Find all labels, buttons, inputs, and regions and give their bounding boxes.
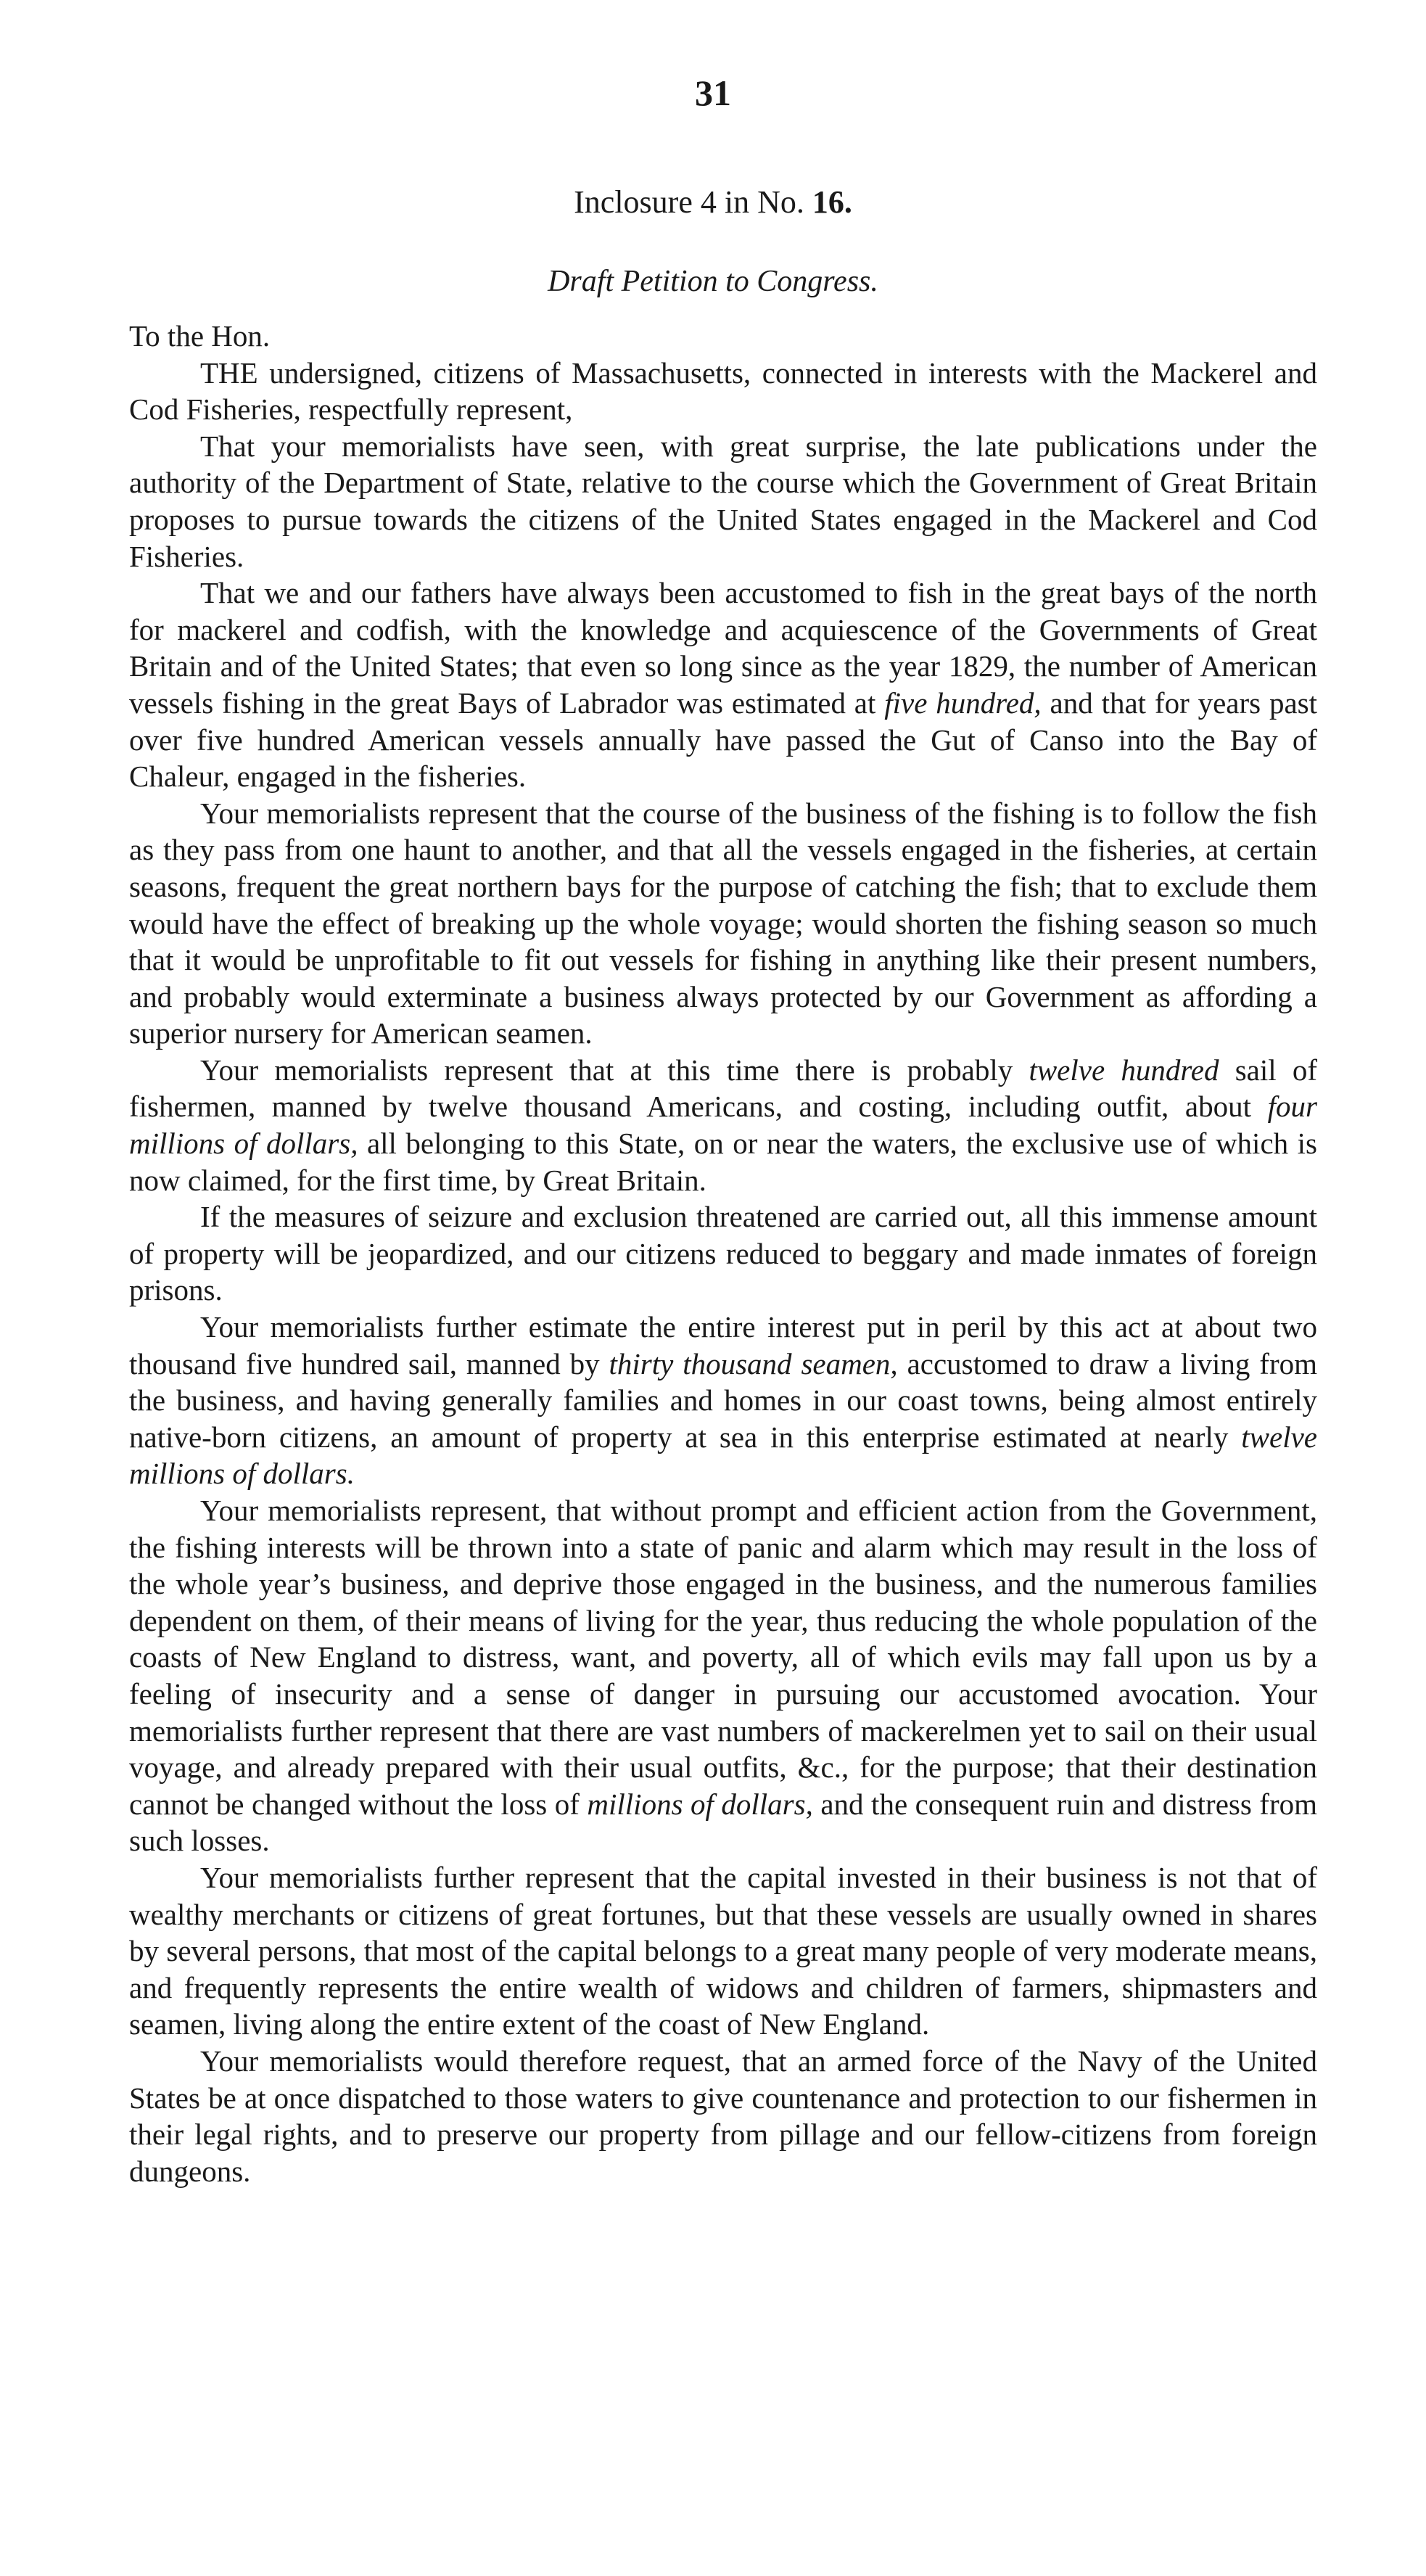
emphasis-text: twelve millions of dollars. [129,1420,1317,1491]
paragraph-9: Your memorialists further represent that the capital invested in their business is not that of wealthy merchants or citizens of great fortunes, but that these vessels are usually owned in shares by several persons, that most of the capital belongs to a great many people of very moderate means, and frequently represents the entire wealth of widows and children of farmers, shipmasters and seamen, living along the entire extent of the coast of New England. [129,1860,1317,2041]
paragraph-6: If the measures of seizure and exclusion threatened are carried out, all this immense amount of property will be jeopardized, and our citizens reduced to beggary and made inmates of foreign prisons. [129,1200,1317,1307]
emphasis-text: thirty thousand seamen, [609,1346,898,1380]
emphasis-text: millions of dollars, [587,1787,813,1821]
paragraph-text: Your memorialists further estimate the entire interest put in peril by this act at about two thousand five hundred sail, manned by [129,1310,1317,1380]
petition-body [129,318,1317,2189]
paragraph-7 [129,1309,1317,1492]
petition-title: Draft Petition to Congress. [548,265,878,298]
emphasis-text: twelve hundred [1029,1053,1219,1087]
emphasis-text: four millions of dollars, [129,1090,1317,1161]
paragraph-10: Your memorialists would therefore request, that an armed force of the Navy of the United States be at once dispatched to those waters to give countenance and protection to our fishermen in their legal rights, and to preserve our property from pillage and our fellow-citizens from foreign dungeons. [129,2044,1317,2188]
paragraph-text: and the consequent ruin and distress from such losses. [129,1787,1318,1858]
paragraph-2: That your memorialists have seen, with great surprise, the late publications under the authority of the Department of State, relative to the course which the Government of Great Britain proposes to pursue towards the citizens of the United States engaged in the Mackerel and Cod Fisheries. [129,429,1317,573]
emphasis-text: five hundred, [884,686,1042,720]
paragraph-text: all belonging to this State, on or near the waters, the exclusive use of which is now claimed, for the first time, by Great Britain. [129,1127,1317,1197]
page-number: 31 [695,73,731,113]
paragraph-1 [129,355,1317,428]
inclosure-heading [0,183,1426,222]
inclosure-number: 16. [812,184,852,220]
paragraph-4: Your memorialists represent that the course of the business of the fishing is to follow the fish as they pass from one haunt to another, and that all the vessels engaged in the fisheries, at certain seasons, frequent the great northern bays for the purpose of catching the fish; that to exclude them would have the effect of breaking up the whole voyage; would shorten the fishing season so much that it would be unprofitable to fit out vessels for fishing in anything like their present numbers, and probably would exterminate a business always protected by our Government as affording a superior nursery for American seamen. [129,796,1317,1050]
paragraph-5 [129,1052,1317,1198]
paragraph-text: undersigned, citizens of Massachusetts, connected in interests with the Mackerel and Cod Fisheries, respectfully represent, [129,355,1317,427]
inclosure-label: Inclosure 4 in No. [574,184,804,220]
paragraph-text: accustomed to draw a living from the business, and having generally families and homes in our coast towns, being almost entirely native-born citizens, an amount of property at sea in this enterprise estimated at nearly [129,1346,1317,1454]
paragraph-lead: THE [200,355,258,390]
paragraph-text: and that for years past over five hundred American vessels annually have passed the Gut of Canso into the Bay of Chaleur, engaged in the fisheries. [129,686,1317,794]
paragraph-8 [129,1492,1317,1859]
paragraph-text: Your memorialists represent, that without prompt and efficient action from the Government, the fishing interests will be thrown into a state of panic and alarm which may result in the loss of the whole year’s business, and deprive those engaged in the business, and the numerous families dependent on them, of their means of living for the year, thus reducing the whole population of the coasts of New England to distress, want, and poverty, all of which evils may fall upon us by a feeling of insecurity and a sense of danger in pursuing our accustomed avocation. Your memorialists further represent that there are vast numbers of mackerelmen yet to sail on their usual voyage, and already prepared with their usual outfits, &c., for the purpose; that their destination cannot be changed without the loss of [129,1494,1317,1821]
paragraph-3 [129,575,1317,795]
paragraph-text: That we and our fathers have always been accustomed to fish in the great bays of the north for mackerel and codfish, with the knowledge and acquiescence of the Governments of Great Britain and of the United States; that even so long since as the year 1829, the number of American vessels fishing in the great Bays of Labrador was estimated at [129,576,1317,720]
paragraph-text: Your memorialists represent that at this time there is probably [200,1053,1029,1087]
paragraph-text: sail of fishermen, manned by twelve thousand Americans, and costing, including outfit, about [129,1053,1317,1124]
salutation: To the Hon. [129,319,271,353]
